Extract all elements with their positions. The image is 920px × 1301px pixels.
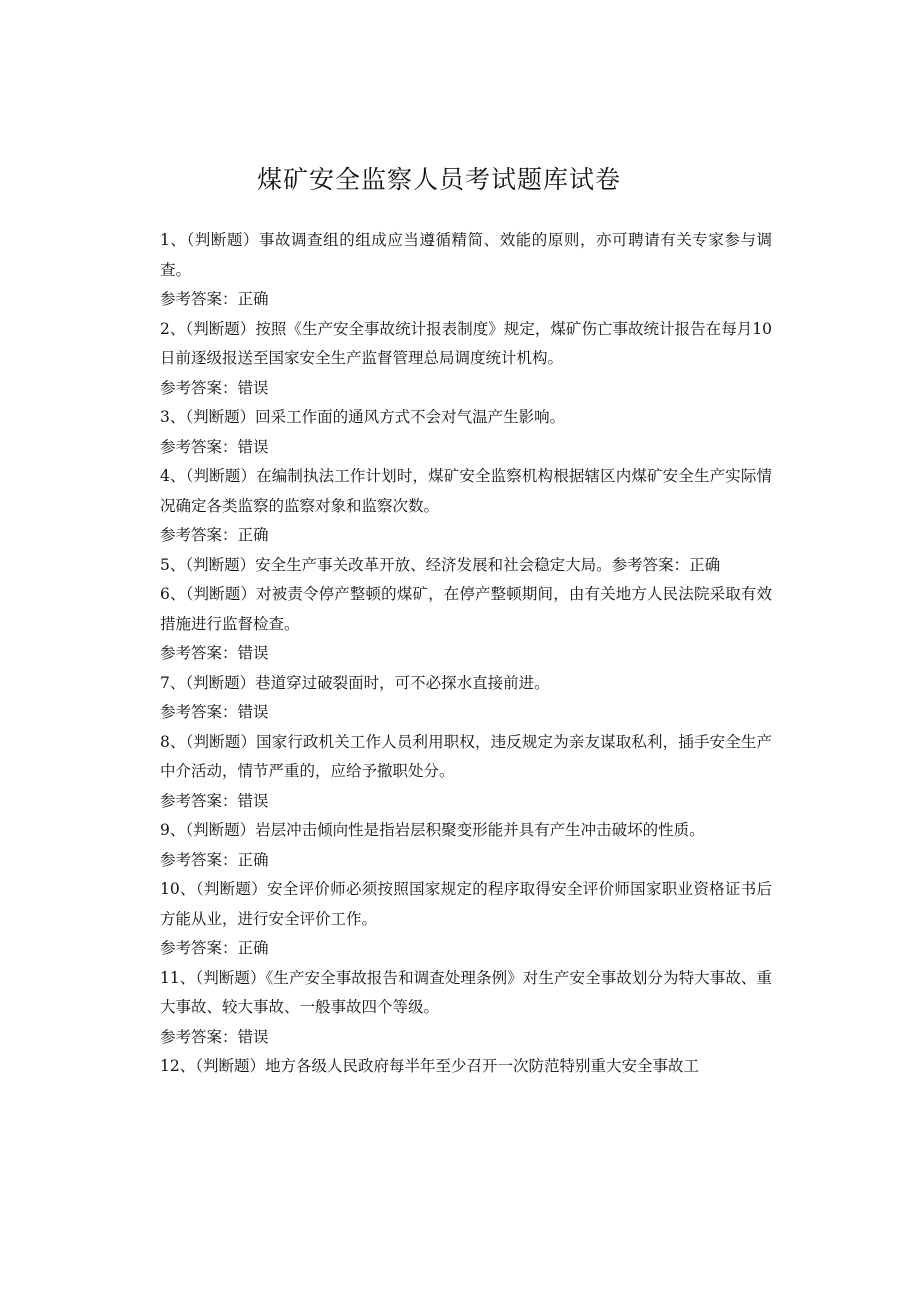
question-text: 6、（判断题）对被责令停产整顿的煤矿，在停产整顿期间，由有关地方人民法院采取有效措施进行监督检查。 [160,585,772,633]
question-text: 7、（判断题）巷道穿过破裂面时，可不必探水直接前进。 [160,673,550,692]
question-text: 11、（判断题）《生产安全事故报告和调查处理条例》对生产安全事故划分为特大事故、重大事故、较大事故、一般事故四个等级。 [160,968,772,1016]
answer-text: 参考答案：错误 [160,437,269,456]
answer-text: 参考答案：错误 [160,703,269,721]
answer-text: 参考答案：错误 [160,791,269,810]
question-text: 3、（判断题）回采工作面的通风方式不会对气温产生影响。 [160,408,566,426]
answer-text: 参考答案：正确 [160,939,269,957]
question-text: 1、（判断题）事故调查组的组成应当遵循精简、效能的原则，亦可聘请有关专家参与调查。 [160,231,772,279]
question-text: 9、（判断题）岩层冲击倾向性是指岩层积聚变形能并具有产生冲击破坏的性质。 [160,821,705,839]
question-text: 12、（判断题）地方各级人民政府每半年至少召开一次防范特别重大安全事故工 [160,1057,699,1075]
question-text: 5、（判断题）安全生产事关改革开放、经济发展和社会稳定大局。参考答案：正确 [160,555,721,574]
answer-text: 参考答案：正确 [160,290,269,308]
question-text: 2、（判断题）按照《生产安全事故统计报表制度》规定，煤矿伤亡事故统计报告在每月10日前逐级报送至国家安全生产监督管理总局调度统计机构。 [160,319,772,367]
question-text: 10、（判断题）安全评价师必须按照国家规定的程序取得安全评价师国家职业资格证书后方能从业，进行安全评价工作。 [160,880,772,928]
answer-text: 参考答案：错误 [160,644,269,662]
question-text: 8、（判断题）国家行政机关工作人员利用职权，违反规定为亲友谋取私利，插手安全生产中介活动，情节严重的，应给予撤职处分。 [160,732,772,780]
question-text: 4、（判断题）在编制执法工作计划时，煤矿安全监察机构根据辖区内煤矿安全生产实际情况确定各类监察的监察对象和监察次数。 [160,467,772,515]
answer-text: 参考答案：错误 [160,378,269,397]
answer-text: 参考答案：正确 [160,526,269,544]
page-title: 煤矿安全监察人员考试题库试卷 [257,165,622,194]
question-list [160,226,772,1082]
answer-text: 参考答案：正确 [160,850,269,869]
answer-text: 参考答案：错误 [160,1027,269,1046]
